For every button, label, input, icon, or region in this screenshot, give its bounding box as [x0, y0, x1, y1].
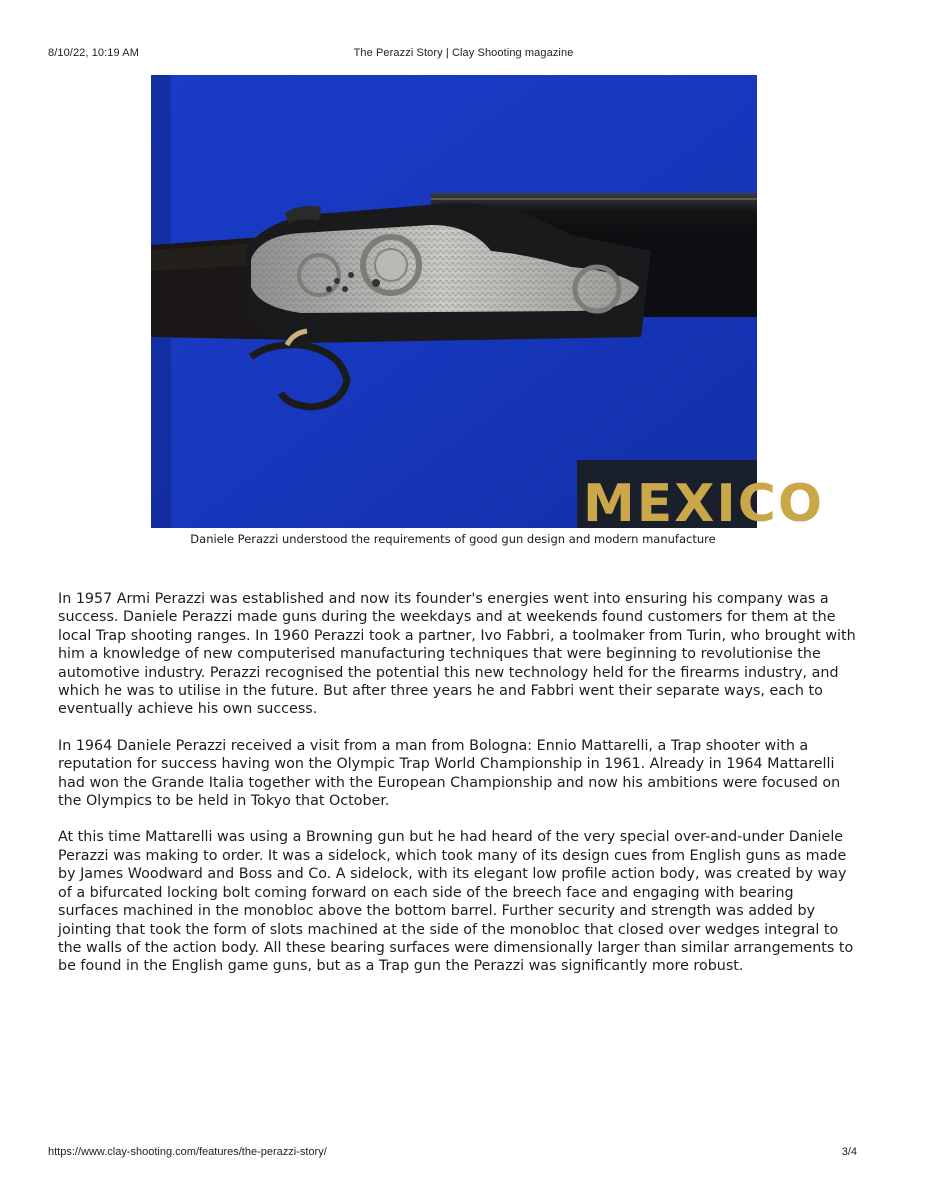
page-title: The Perazzi Story | Clay Shooting magazine: [353, 47, 574, 59]
gun-photo-illustration: [151, 75, 825, 534]
article-photo: [151, 75, 825, 534]
article-paragraph: In 1957 Armi Perazzi was established and now its founder's energies went into ensuring his company was a success. Daniele Perazzi made guns during the weekdays and at weekends found customers for them at the local Trap shooting ranges. In 1960 Perazzi took a partner, Ivo Fabbri, a toolmaker from Turin, who brought with him a knowledge of new computerised manufacturing techniques that were beginning to revolutionise the automotive industry. Perazzi recognised the potential this new technology held for the firearms industry, and which he was to utilise in the future. But after three years he and Fabbri went their separate ways, each to eventually achieve his own success.: [58, 591, 856, 718]
page-url: https://www.clay-shooting.com/features/the-perazzi-story/: [48, 1146, 327, 1158]
article-paragraph: In 1964 Daniele Perazzi received a visit from a man from Bologna: Ennio Mattarelli, a Trap shooter with a reputation for success having won the Olympic Trap World Championship in 1961. Already in 1964 Mattarelli had won the Grande Italia together with the European Championship and now his ambitions were focused on the Olympics to be held in Tokyo that October.: [58, 737, 841, 810]
article-body: [58, 590, 858, 994]
figure-caption: Daniele Perazzi understood the requirements of good gun design and modern manufacture: [190, 532, 716, 546]
page-number: 3/4: [841, 1146, 857, 1158]
mexico-sign-text: MEXICO: [583, 474, 825, 534]
article-paragraph: At this time Mattarelli was using a Browning gun but he had heard of the very special over-and-under Daniele Perazzi was making to order. It was a sidelock, which took many of its design cues from English guns as made by James Woodward and Boss and Co. A sidelock, with its elegant low profile action body, was created by way of a bifurcated locking bolt coming forward on each side of the breech face and engaging with bearing surfaces machined in the monobloc above the bottom barrel. Further security and strength was added by jointing that took the form of slots machined at the side of the monobloc that closed over wedges integral to the walls of the action body. All these bearing surfaces were dimensionally larger than similar arrangements to be found in the English game guns, but as a Trap gun the Perazzi was significantly more robust.: [58, 829, 854, 975]
print-date: 8/10/22, 10:19 AM: [48, 47, 139, 59]
